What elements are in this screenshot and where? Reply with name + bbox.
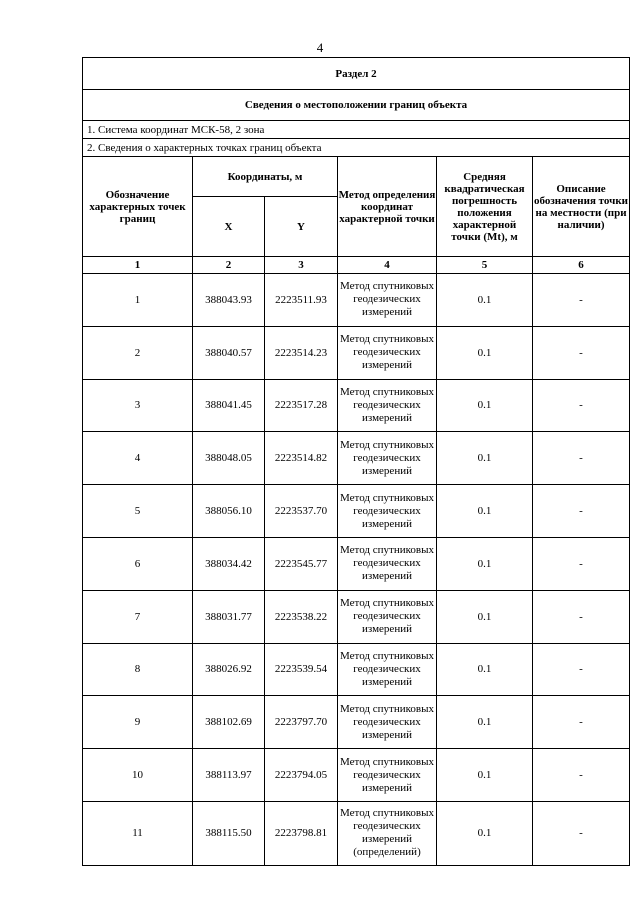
x-coordinate-cell: 388031.77 xyxy=(193,590,265,643)
column-number: 4 xyxy=(338,257,437,274)
description-cell: - xyxy=(533,274,630,327)
x-coordinate-cell: 388115.50 xyxy=(193,801,265,865)
point-cell: 5 xyxy=(83,485,193,538)
point-cell: 10 xyxy=(83,749,193,802)
point-cell: 6 xyxy=(83,537,193,590)
x-coordinate-cell: 388026.92 xyxy=(193,643,265,696)
point-cell: 1 xyxy=(83,274,193,327)
table-row xyxy=(83,326,630,379)
table-row xyxy=(83,643,630,696)
x-coordinate-cell: 388041.45 xyxy=(193,379,265,432)
method-cell: Метод спутниковых геодезических измерений xyxy=(338,432,437,485)
y-coordinate-cell: 2223539.54 xyxy=(265,643,338,696)
header-x: X xyxy=(193,197,265,257)
x-coordinate-cell: 388113.97 xyxy=(193,749,265,802)
header-description: Описание обозначения точки на местности (при наличии) xyxy=(533,157,630,257)
table-row xyxy=(83,379,630,432)
point-cell: 9 xyxy=(83,696,193,749)
mt-cell: 0.1 xyxy=(437,537,533,590)
table-row xyxy=(83,274,630,327)
column-number: 1 xyxy=(83,257,193,274)
mt-cell: 0.1 xyxy=(437,274,533,327)
y-coordinate-cell: 2223514.23 xyxy=(265,326,338,379)
method-cell: Метод спутниковых геодезических измерений xyxy=(338,643,437,696)
x-coordinate-cell: 388043.93 xyxy=(193,274,265,327)
table-row xyxy=(83,590,630,643)
method-cell: Метод спутниковых геодезических измерений xyxy=(338,590,437,643)
point-cell: 8 xyxy=(83,643,193,696)
method-cell: Метод спутниковых геодезических измерений xyxy=(338,696,437,749)
column-number: 6 xyxy=(533,257,630,274)
mt-cell: 0.1 xyxy=(437,485,533,538)
table-row xyxy=(83,801,630,865)
description-cell: - xyxy=(533,326,630,379)
y-coordinate-cell: 2223537.70 xyxy=(265,485,338,538)
method-cell: Метод спутниковых геодезических измерений xyxy=(338,326,437,379)
subsection-title: Сведения о местоположении границ объекта xyxy=(83,90,630,121)
description-cell: - xyxy=(533,379,630,432)
points-info-line: 2. Сведения о характерных точках границ объекта xyxy=(83,139,630,157)
header-method: Метод определения координат характерной точки xyxy=(338,157,437,257)
x-coordinate-cell: 388048.05 xyxy=(193,432,265,485)
x-coordinate-cell: 388034.42 xyxy=(193,537,265,590)
coord-system-line: 1. Система координат МСК-58, 2 зона xyxy=(83,121,630,139)
table-row xyxy=(83,485,630,538)
page-number: 4 xyxy=(316,40,324,55)
table-row xyxy=(83,696,630,749)
method-cell: Метод спутниковых геодезических измерений xyxy=(338,485,437,538)
mt-cell: 0.1 xyxy=(437,379,533,432)
method-cell: Метод спутниковых геодезических измерений (определений) xyxy=(338,801,437,865)
method-cell: Метод спутниковых геодезических измерений xyxy=(338,537,437,590)
method-cell: Метод спутниковых геодезических измерений xyxy=(338,274,437,327)
mt-cell: 0.1 xyxy=(437,590,533,643)
method-cell: Метод спутниковых геодезических измерений xyxy=(338,379,437,432)
y-coordinate-cell: 2223798.81 xyxy=(265,801,338,865)
column-numbers-row xyxy=(83,257,630,274)
y-coordinate-cell: 2223797.70 xyxy=(265,696,338,749)
y-coordinate-cell: 2223514.82 xyxy=(265,432,338,485)
x-coordinate-cell: 388040.57 xyxy=(193,326,265,379)
header-rms-error: Средняя квадратическая погрешность положения характерной точки (Mt), м xyxy=(437,157,533,257)
table-row xyxy=(83,537,630,590)
description-cell: - xyxy=(533,590,630,643)
description-cell: - xyxy=(533,485,630,538)
point-cell: 4 xyxy=(83,432,193,485)
y-coordinate-cell: 2223538.22 xyxy=(265,590,338,643)
description-cell: - xyxy=(533,801,630,865)
mt-cell: 0.1 xyxy=(437,326,533,379)
table-row xyxy=(83,432,630,485)
x-coordinate-cell: 388056.10 xyxy=(193,485,265,538)
y-coordinate-cell: 2223517.28 xyxy=(265,379,338,432)
header-point-designation: Обозначение характерных точек границ xyxy=(83,157,193,257)
column-number: 2 xyxy=(193,257,265,274)
column-number: 5 xyxy=(437,257,533,274)
method-cell: Метод спутниковых геодезических измерений xyxy=(338,749,437,802)
table-row xyxy=(83,749,630,802)
description-cell: - xyxy=(533,749,630,802)
section-title: Раздел 2 xyxy=(83,58,630,90)
boundary-table xyxy=(82,57,630,866)
description-cell: - xyxy=(533,643,630,696)
y-coordinate-cell: 2223794.05 xyxy=(265,749,338,802)
point-cell: 2 xyxy=(83,326,193,379)
point-cell: 11 xyxy=(83,801,193,865)
mt-cell: 0.1 xyxy=(437,432,533,485)
y-coordinate-cell: 2223511.93 xyxy=(265,274,338,327)
description-cell: - xyxy=(533,537,630,590)
header-y: Y xyxy=(265,197,338,257)
description-cell: - xyxy=(533,696,630,749)
mt-cell: 0.1 xyxy=(437,749,533,802)
header-coordinates: Координаты, м xyxy=(193,157,338,197)
point-cell: 7 xyxy=(83,590,193,643)
point-cell: 3 xyxy=(83,379,193,432)
mt-cell: 0.1 xyxy=(437,696,533,749)
column-number: 3 xyxy=(265,257,338,274)
mt-cell: 0.1 xyxy=(437,643,533,696)
y-coordinate-cell: 2223545.77 xyxy=(265,537,338,590)
mt-cell: 0.1 xyxy=(437,801,533,865)
description-cell: - xyxy=(533,432,630,485)
x-coordinate-cell: 388102.69 xyxy=(193,696,265,749)
